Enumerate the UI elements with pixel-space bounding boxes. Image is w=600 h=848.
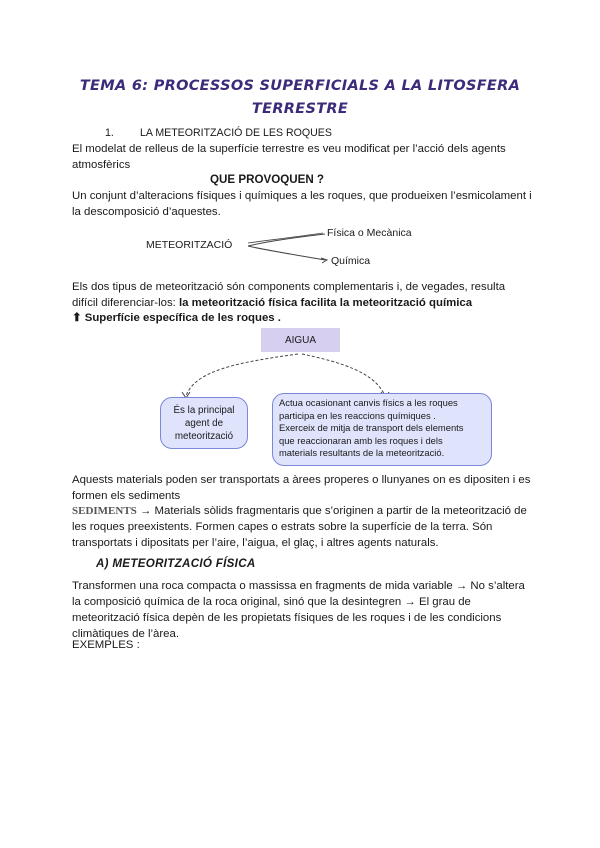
aigua-left-box: És la principal agent de meteorització (160, 397, 248, 449)
examples-label: EXEMPLES : (72, 639, 140, 651)
section-number: 1. (105, 127, 114, 139)
types-paragraph (72, 279, 532, 311)
types-text: Els dos tipus de meteorització són components complementaris i, de vegades, resulta difícil diferenciar-los: (72, 281, 506, 309)
aigua-right-line: Exerceix de mitja de transport dels elements (279, 422, 464, 433)
page-title: TEMA 6: PROCESSOS SUPERFICIALS A LA LITOSFERA (79, 78, 521, 94)
surface-line (72, 310, 532, 326)
section-a-paragraph: Transformen una roca compacta o massissa en fragments de mida variable → No s’altera la composició química de la roca original, sinó que la desintegren → El grau de meteorització física depèn de les propietats físiques de les roques i de les condicions climàtiques de l’àrea. (72, 580, 525, 640)
diagram-branch-arrows (245, 228, 330, 268)
surface-text: Superfície específica de les roques . (84, 312, 281, 324)
diagram-root-label: METEORITZACIÓ (146, 239, 233, 251)
aigua-right-line: Actua ocasionant canvis físics a les roques (279, 397, 458, 408)
question-heading: QUE PROVOQUEN ? (210, 173, 325, 186)
aigua-right-line: materials resultants de la meteorització. (279, 447, 445, 458)
diagram-branch-physical: Física o Mecànica (327, 227, 412, 239)
aigua-right-line: participa en les reaccions químiques . (279, 409, 436, 421)
intro-paragraph: El modelat de relleus de la superfície terrestre es veu modificat per l’acció dels agents atmosfèrics (72, 143, 506, 171)
page-title-line2: TERRESTRE (251, 101, 349, 117)
up-arrow-icon: ⬆ (72, 312, 82, 324)
transport-paragraph: Aquests materials poden ser transportats a àrees properes o llunyanes on es dipositen i es formen els sediments (72, 474, 531, 502)
aigua-right-box (272, 393, 492, 466)
arrow-right-icon: → (139, 505, 152, 517)
diagram-branch-chemical: Química (331, 255, 371, 267)
sediments-text: Materials sòlids fragmentaris que s’originen a partir de la meteorització de les roques preexistents. Formen capes o estrats sobre la superfície de la terra. Són transportats i dipositats per l’aire, l’aigua, el glaç, i altres agents naturals. (72, 505, 527, 549)
sediments-term: SEDIMENTS (72, 505, 137, 517)
section-heading: LA METEORITZACIÓ DE LES ROQUES (140, 127, 332, 139)
aigua-box: AIGUA (261, 328, 340, 352)
types-bold: la meteorització física facilita la meteorització química (179, 297, 473, 309)
aigua-right-line: que reaccionaran amb les roques i dels (279, 434, 443, 446)
question-paragraph: Un conjunt d’alteracions físiques i químiques a les roques, que produeixen l’esmicolament i la descomposició d’aquestes. (72, 190, 532, 218)
sediments-paragraph (72, 503, 532, 551)
section-a-heading: A) METEORITZACIÓ FÍSICA (96, 557, 256, 570)
